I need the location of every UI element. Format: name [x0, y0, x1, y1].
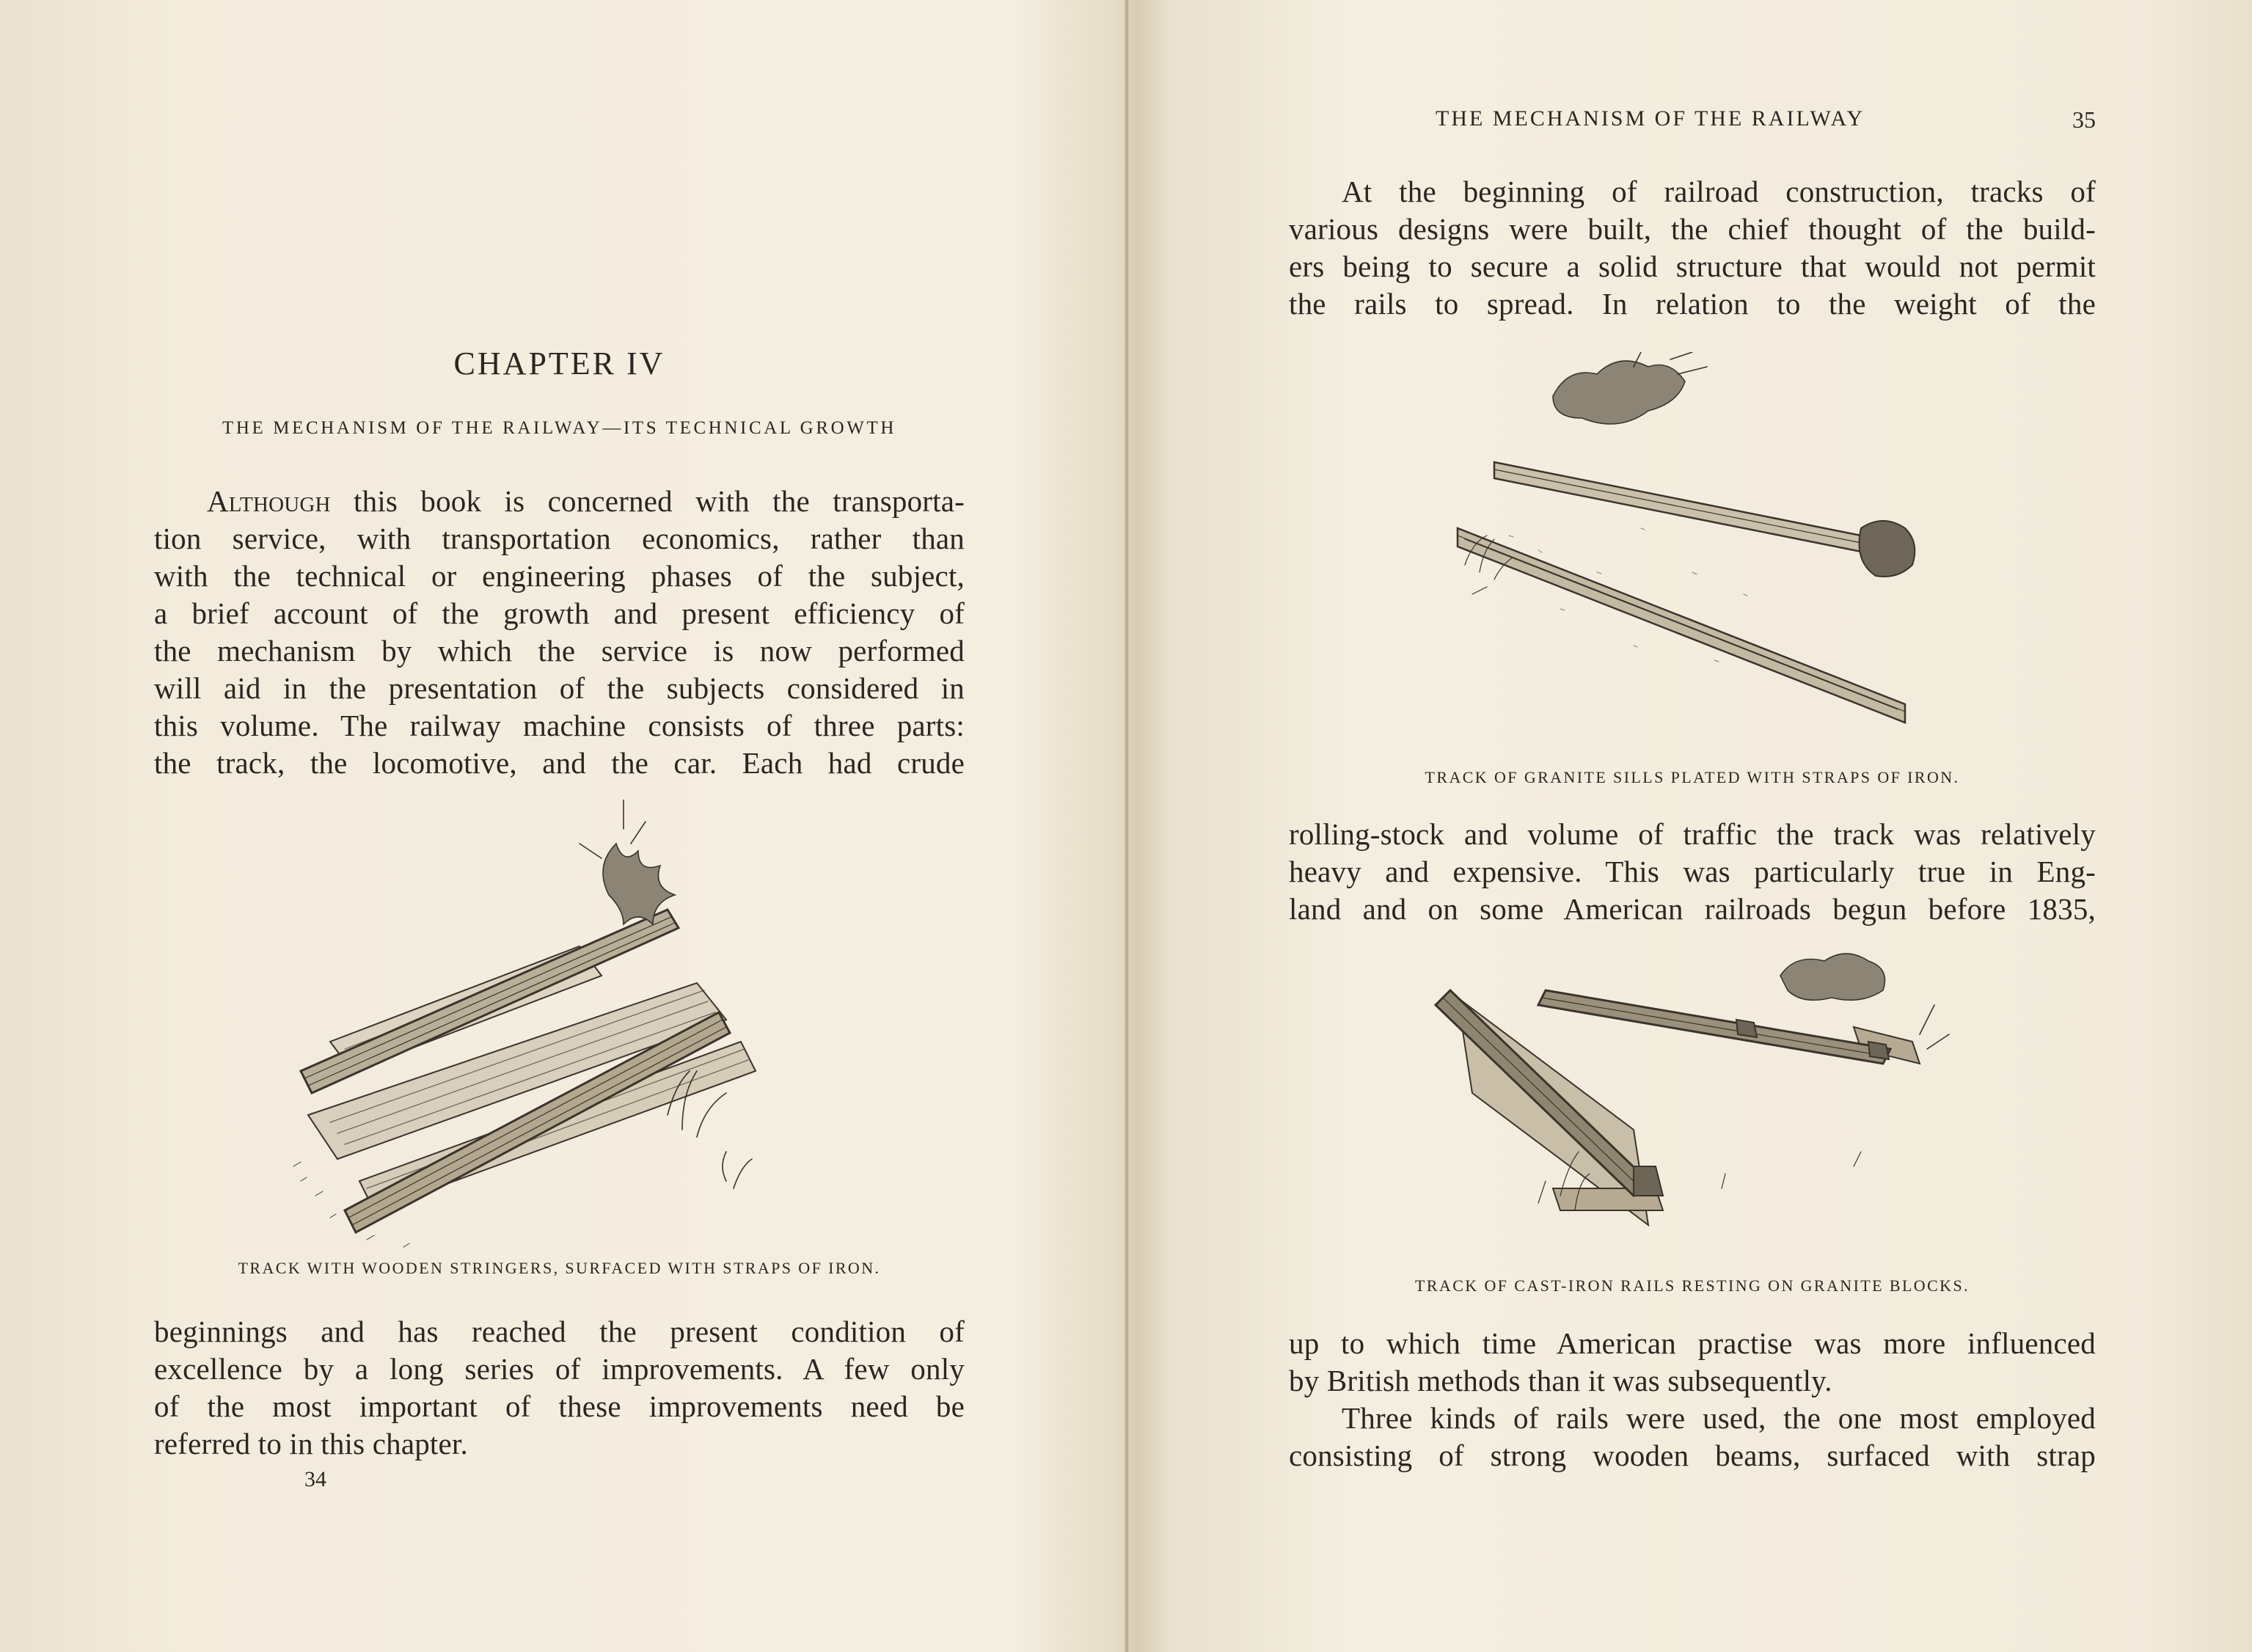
wooden-stringers-track-illustration	[286, 800, 800, 1254]
text-line: will aid in the presentation of the subjects considered in	[154, 671, 965, 705]
figure-caption-right-1: TRACK OF GRANITE SILLS PLATED WITH STRAPS OF IRON.	[1425, 768, 1960, 786]
text-line: up to which time American practise was more influenced	[1289, 1326, 2096, 1360]
text-line: At the beginning of railroad construction, tracks of	[1342, 175, 2096, 208]
text-line: a brief account of the growth and present efficiency of	[154, 596, 965, 630]
left-page	[154, 0, 965, 1652]
chapter-title: CHAPTER IV	[453, 346, 665, 381]
chapter-subtitle: THE MECHANISM OF THE RAILWAY—ITS TECHNICAL GROWTH	[222, 418, 896, 438]
text-line: this volume. The railway machine consists of three parts:	[154, 709, 965, 742]
text-line: excellence by a long series of improvements. A few only	[154, 1352, 965, 1386]
text-line: heavy and expensive. This was particularly true in Eng-	[1289, 855, 2096, 888]
right-paragraph-top	[1289, 173, 2096, 323]
text-line: referred to in this chapter.	[154, 1427, 468, 1461]
text-line: beginnings and has reached the present condition of	[154, 1315, 965, 1348]
figure-caption-left: TRACK WITH WOODEN STRINGERS, SURFACED WITH STRAPS OF IRON.	[238, 1259, 881, 1277]
opening-word: Although	[207, 484, 331, 518]
cast-iron-rails-track-illustration	[1414, 946, 1971, 1269]
text-line: Three kinds of rails were used, the one most employed	[1342, 1401, 2096, 1435]
page-number: 35	[2072, 106, 2096, 133]
text-line: land and on some American railroads begun before 1835,	[1289, 892, 2096, 926]
text-line: by British methods than it was subsequently.	[1289, 1364, 1832, 1397]
text-line: the mechanism by which the service is now performed	[154, 634, 965, 668]
text-line-rest: this book is concerned with the transporta-	[330, 484, 965, 518]
text-line: various designs were built, the chief thought of the build-	[1289, 212, 2096, 246]
figure-caption-right-2: TRACK OF CAST-IRON RAILS RESTING ON GRANITE BLOCKS.	[1415, 1276, 1970, 1295]
text-line: ers being to secure a solid structure that would not permit	[1289, 249, 2096, 283]
running-head: THE MECHANISM OF THE RAILWAY	[1436, 106, 1865, 131]
book-gutter	[1125, 0, 1129, 1652]
text-line: the track, the locomotive, and the car. Each had crude	[154, 746, 965, 780]
text-line: with the technical or engineering phases of the subject,	[154, 559, 965, 593]
text-line: consisting of strong wooden beams, surfaced with strap	[1289, 1439, 2096, 1472]
text-line: the rails to spread. In relation to the weight of the	[1289, 287, 2096, 321]
right-paragraph-middle	[1289, 816, 2096, 928]
text-line: rolling-stock and volume of traffic the track was relatively	[1289, 817, 2096, 851]
right-paragraph-bottom	[1289, 1325, 2096, 1474]
granite-sills-track-illustration	[1450, 352, 1964, 763]
left-paragraph-top	[154, 483, 965, 782]
text-line: tion service, with transportation economics, rather than	[154, 522, 965, 555]
text-line	[154, 483, 965, 520]
right-page	[1289, 0, 2096, 1652]
text-line: of the most important of these improvements need be	[154, 1389, 965, 1423]
left-paragraph-bottom	[154, 1313, 965, 1463]
page-number: 34	[304, 1467, 326, 1491]
